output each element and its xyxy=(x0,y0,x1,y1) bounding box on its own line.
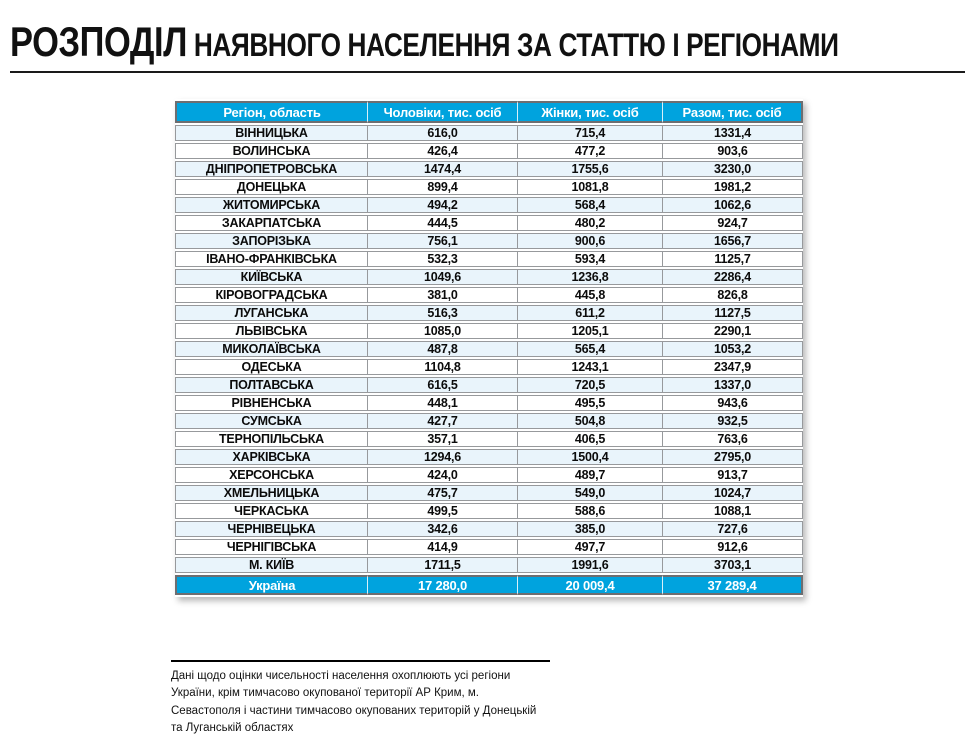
male-value-cell: 426,4 xyxy=(367,143,517,159)
table-row xyxy=(175,323,803,339)
male-value-cell: 899,4 xyxy=(367,179,517,195)
region-name-cell: ЛЬВІВСЬКА xyxy=(175,323,367,339)
total-value-cell: 1088,1 xyxy=(662,503,803,519)
table-row xyxy=(175,377,803,393)
female-value-cell: 715,4 xyxy=(517,125,662,141)
page-title-emphasis: РОЗПОДІЛ xyxy=(10,18,187,65)
page-title-rest: НАЯВНОГО НАСЕЛЕННЯ ЗА СТАТТЮ І РЕГІОНАМИ xyxy=(193,27,839,63)
male-value-cell: 487,8 xyxy=(367,341,517,357)
female-value-cell: 497,7 xyxy=(517,539,662,555)
table-row xyxy=(175,215,803,231)
region-name-cell: ХЕРСОНСЬКА xyxy=(175,467,367,483)
female-value-cell: 504,8 xyxy=(517,413,662,429)
total-value-cell: 912,6 xyxy=(662,539,803,555)
female-value-cell: 495,5 xyxy=(517,395,662,411)
male-value-cell: 1294,6 xyxy=(367,449,517,465)
table-row xyxy=(175,233,803,249)
table-row xyxy=(175,197,803,213)
region-name-cell: ТЕРНОПІЛЬСЬКА xyxy=(175,431,367,447)
female-value-cell: 445,8 xyxy=(517,287,662,303)
table-row xyxy=(175,503,803,519)
region-name-cell: М. КИЇВ xyxy=(175,557,367,573)
total-value-cell: 903,6 xyxy=(662,143,803,159)
male-value-cell: 357,1 xyxy=(367,431,517,447)
total-value-cell: 1062,6 xyxy=(662,197,803,213)
female-value-cell: 593,4 xyxy=(517,251,662,267)
region-name-cell: КИЇВСЬКА xyxy=(175,269,367,285)
page-title xyxy=(10,18,839,66)
region-name-cell: ЧЕРНІГІВСЬКА xyxy=(175,539,367,555)
table-row xyxy=(175,557,803,573)
table-row xyxy=(175,449,803,465)
male-value-cell: 532,3 xyxy=(367,251,517,267)
total-value-cell: 924,7 xyxy=(662,215,803,231)
total-value-cell: 1981,2 xyxy=(662,179,803,195)
total-value-cell: 913,7 xyxy=(662,467,803,483)
female-value-cell: 480,2 xyxy=(517,215,662,231)
total-row-label: Україна xyxy=(175,575,367,595)
table-row xyxy=(175,287,803,303)
female-value-cell: 900,6 xyxy=(517,233,662,249)
footnote: Дані щодо оцінки чисельності населення охоплюють усі регіони України, крім тимчасово окупованої території АР Крим, м. Севастополя і частини тимчасово окупованих територій у Донецькій та Луганській областях xyxy=(171,660,550,737)
table-row xyxy=(175,485,803,501)
male-value-cell: 1049,6 xyxy=(367,269,517,285)
female-value-cell: 406,5 xyxy=(517,431,662,447)
region-name-cell: КІРОВОГРАДСЬКА xyxy=(175,287,367,303)
region-name-cell: ЛУГАНСЬКА xyxy=(175,305,367,321)
region-name-cell: ДНІПРОПЕТРОВСЬКА xyxy=(175,161,367,177)
title-underline xyxy=(10,71,965,73)
male-value-cell: 494,2 xyxy=(367,197,517,213)
total-value-cell: 1127,5 xyxy=(662,305,803,321)
col-header-total: Разом, тис. осіб xyxy=(662,101,803,123)
male-value-cell: 475,7 xyxy=(367,485,517,501)
total-male-value: 17 280,0 xyxy=(367,575,517,595)
table-row xyxy=(175,305,803,321)
female-value-cell: 1755,6 xyxy=(517,161,662,177)
table-row xyxy=(175,413,803,429)
male-value-cell: 499,5 xyxy=(367,503,517,519)
male-value-cell: 381,0 xyxy=(367,287,517,303)
total-total-value: 37 289,4 xyxy=(662,575,803,595)
male-value-cell: 1085,0 xyxy=(367,323,517,339)
male-value-cell: 516,3 xyxy=(367,305,517,321)
female-value-cell: 565,4 xyxy=(517,341,662,357)
total-value-cell: 943,6 xyxy=(662,395,803,411)
region-name-cell: ЗАКАРПАТСЬКА xyxy=(175,215,367,231)
region-name-cell: ЧЕРКАСЬКА xyxy=(175,503,367,519)
male-value-cell: 1711,5 xyxy=(367,557,517,573)
female-value-cell: 720,5 xyxy=(517,377,662,393)
table-row xyxy=(175,395,803,411)
population-table-wrap xyxy=(175,99,803,597)
male-value-cell: 444,5 xyxy=(367,215,517,231)
table-header-row xyxy=(175,101,803,123)
header-block xyxy=(0,0,973,73)
total-value-cell: 763,6 xyxy=(662,431,803,447)
female-value-cell: 611,2 xyxy=(517,305,662,321)
table-row xyxy=(175,269,803,285)
total-value-cell: 1024,7 xyxy=(662,485,803,501)
region-name-cell: ДОНЕЦЬКА xyxy=(175,179,367,195)
table-row xyxy=(175,251,803,267)
total-value-cell: 727,6 xyxy=(662,521,803,537)
total-value-cell: 1053,2 xyxy=(662,341,803,357)
region-name-cell: ХМЕЛЬНИЦЬКА xyxy=(175,485,367,501)
female-value-cell: 1236,8 xyxy=(517,269,662,285)
female-value-cell: 1500,4 xyxy=(517,449,662,465)
male-value-cell: 1474,4 xyxy=(367,161,517,177)
female-value-cell: 568,4 xyxy=(517,197,662,213)
female-value-cell: 1205,1 xyxy=(517,323,662,339)
total-value-cell: 2795,0 xyxy=(662,449,803,465)
region-name-cell: ОДЕСЬКА xyxy=(175,359,367,375)
total-value-cell: 2290,1 xyxy=(662,323,803,339)
total-value-cell: 1337,0 xyxy=(662,377,803,393)
table-row xyxy=(175,539,803,555)
table-row xyxy=(175,143,803,159)
region-name-cell: ЖИТОМИРСЬКА xyxy=(175,197,367,213)
region-name-cell: ХАРКІВСЬКА xyxy=(175,449,367,465)
total-female-value: 20 009,4 xyxy=(517,575,662,595)
female-value-cell: 1243,1 xyxy=(517,359,662,375)
total-value-cell: 2347,9 xyxy=(662,359,803,375)
table-row xyxy=(175,179,803,195)
female-value-cell: 477,2 xyxy=(517,143,662,159)
total-value-cell: 2286,4 xyxy=(662,269,803,285)
male-value-cell: 424,0 xyxy=(367,467,517,483)
male-value-cell: 616,0 xyxy=(367,125,517,141)
male-value-cell: 342,6 xyxy=(367,521,517,537)
total-value-cell: 826,8 xyxy=(662,287,803,303)
col-header-female: Жінки, тис. осіб xyxy=(517,101,662,123)
region-name-cell: ВОЛИНСЬКА xyxy=(175,143,367,159)
table-row xyxy=(175,359,803,375)
region-name-cell: СУМСЬКА xyxy=(175,413,367,429)
table-row xyxy=(175,161,803,177)
female-value-cell: 549,0 xyxy=(517,485,662,501)
male-value-cell: 448,1 xyxy=(367,395,517,411)
table-row xyxy=(175,341,803,357)
female-value-cell: 385,0 xyxy=(517,521,662,537)
total-value-cell: 932,5 xyxy=(662,413,803,429)
table-row xyxy=(175,467,803,483)
total-value-cell: 3230,0 xyxy=(662,161,803,177)
total-value-cell: 1331,4 xyxy=(662,125,803,141)
female-value-cell: 1081,8 xyxy=(517,179,662,195)
population-table xyxy=(175,99,803,597)
total-value-cell: 3703,1 xyxy=(662,557,803,573)
region-name-cell: МИКОЛАЇВСЬКА xyxy=(175,341,367,357)
total-row xyxy=(175,575,803,595)
total-value-cell: 1125,7 xyxy=(662,251,803,267)
region-name-cell: ВІННИЦЬКА xyxy=(175,125,367,141)
region-name-cell: ЗАПОРІЗЬКА xyxy=(175,233,367,249)
table-row xyxy=(175,125,803,141)
table-row xyxy=(175,431,803,447)
male-value-cell: 414,9 xyxy=(367,539,517,555)
region-name-cell: ПОЛТАВСЬКА xyxy=(175,377,367,393)
female-value-cell: 489,7 xyxy=(517,467,662,483)
region-name-cell: ЧЕРНІВЕЦЬКА xyxy=(175,521,367,537)
male-value-cell: 756,1 xyxy=(367,233,517,249)
female-value-cell: 1991,6 xyxy=(517,557,662,573)
male-value-cell: 1104,8 xyxy=(367,359,517,375)
male-value-cell: 616,5 xyxy=(367,377,517,393)
female-value-cell: 588,6 xyxy=(517,503,662,519)
total-value-cell: 1656,7 xyxy=(662,233,803,249)
region-name-cell: ІВАНО-ФРАНКІВСЬКА xyxy=(175,251,367,267)
table-row xyxy=(175,521,803,537)
region-name-cell: РІВНЕНСЬКА xyxy=(175,395,367,411)
col-header-male: Чоловіки, тис. осіб xyxy=(367,101,517,123)
col-header-region: Регіон, область xyxy=(175,101,367,123)
male-value-cell: 427,7 xyxy=(367,413,517,429)
